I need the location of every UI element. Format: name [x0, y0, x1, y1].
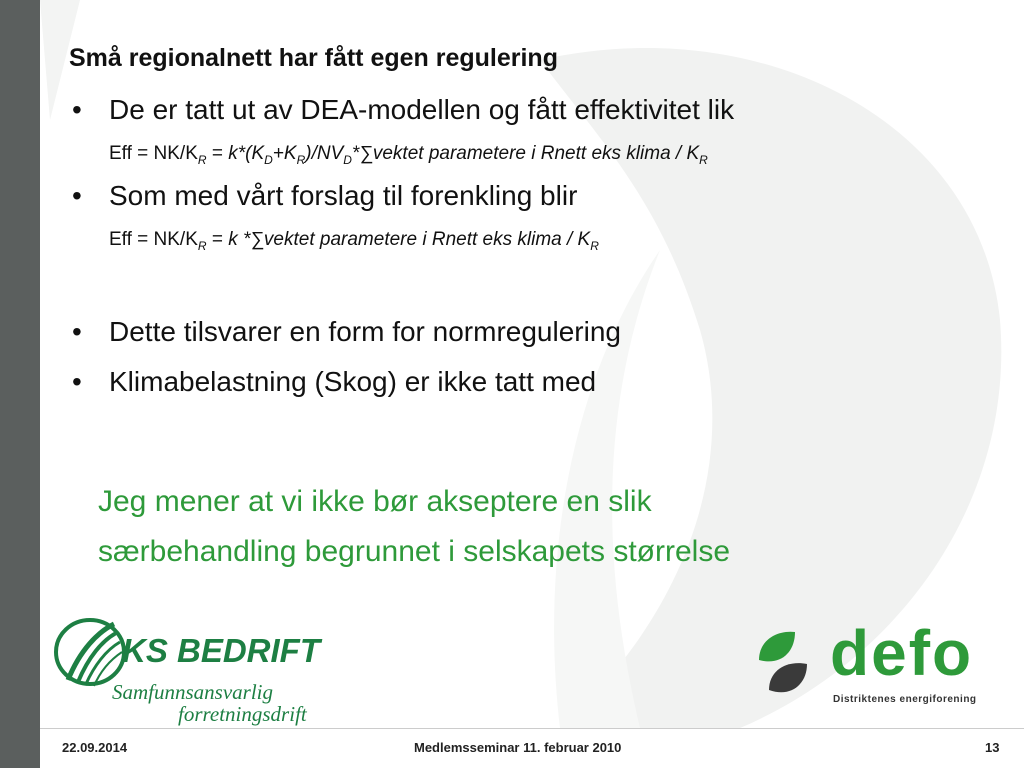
bullet-text: Som med vårt forslag til forenkling blir	[109, 180, 578, 211]
bullet-marker: •	[72, 316, 82, 347]
bullet-marker: •	[72, 180, 82, 211]
formula-subscript: R	[590, 238, 599, 253]
footer-event: Medlemsseminar 11. februar 2010	[414, 740, 622, 755]
defo-name: defo	[830, 617, 974, 689]
bullet-marker: •	[72, 366, 82, 397]
bullet-text: De er tatt ut av DEA-modellen og fått effektivitet lik	[109, 94, 735, 125]
highlight-line-2: særbehandling begrunnet i selskapets størrelse	[98, 535, 731, 568]
formula-subscript: D	[343, 152, 352, 167]
bullet-marker: •	[72, 94, 82, 125]
formula-italic: +K	[272, 143, 297, 164]
footer-divider	[40, 728, 1024, 729]
footer-page-number: 13	[985, 740, 1000, 755]
bullet-text: Dette tilsvarer en form for normregulering	[109, 316, 621, 347]
left-side-bar	[0, 0, 40, 768]
ks-bedrift-tagline-1: Samfunnsansvarlig	[112, 680, 274, 704]
formula-subscript: R	[296, 152, 306, 167]
formula-italic: k*(K	[228, 143, 265, 164]
highlight-line-1: Jeg mener at vi ikke bør akseptere en slik	[98, 485, 652, 518]
formula-subscript: R	[699, 152, 708, 167]
formula-subscript: R	[197, 152, 207, 167]
bullet-item	[72, 180, 577, 212]
formula-text: Eff = NK/K	[109, 143, 198, 164]
formula-text: =	[206, 143, 229, 164]
slide-title: Små regionalnett har fått egen regulering	[69, 44, 558, 72]
formula-line-1	[109, 143, 708, 167]
formula-text: Eff = NK/K	[109, 229, 198, 250]
formula-line-2	[109, 229, 599, 253]
formula-subscript: R	[197, 238, 207, 253]
footer-date: 22.09.2014	[62, 740, 128, 755]
bullet-text: Klimabelastning (Skog) er ikke tatt med	[109, 366, 597, 397]
ks-bedrift-name: KS BEDRIFT	[122, 632, 320, 669]
bullet-item	[72, 316, 621, 348]
bullet-item	[72, 94, 734, 126]
ks-bedrift-tagline-2: forretningsdrift	[178, 702, 307, 726]
bullet-item	[72, 366, 596, 398]
defo-subtitle: Distriktenes energiforening	[833, 694, 977, 705]
formula-italic: k *∑vektet parametere i Rnett eks klima / K	[228, 229, 591, 250]
formula-italic: *∑vektet parametere i Rnett eks klima / K	[351, 143, 700, 164]
formula-subscript: D	[264, 152, 273, 167]
formula-italic: )/NV	[305, 143, 344, 164]
formula-text: =	[206, 229, 229, 250]
